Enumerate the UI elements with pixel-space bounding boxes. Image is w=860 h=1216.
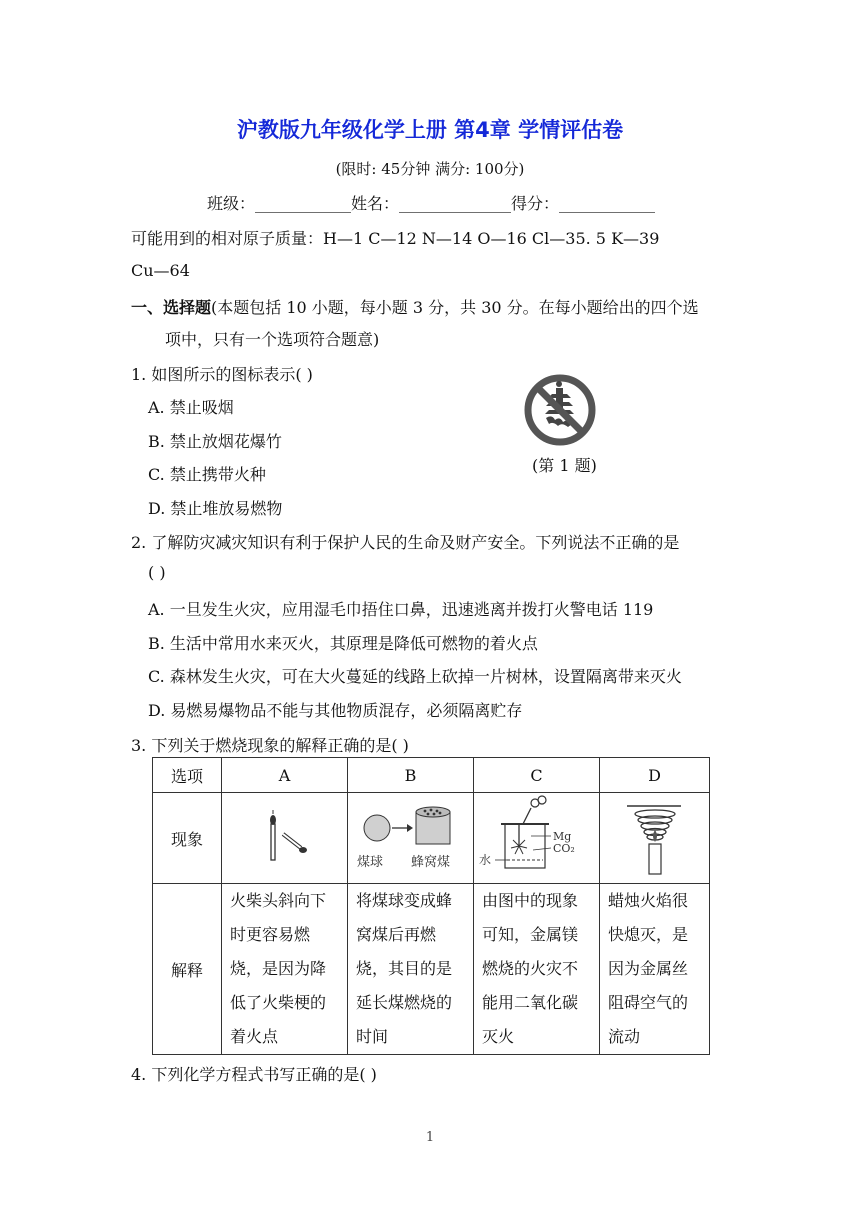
q3-image-d (600, 793, 710, 884)
q3-phenomenon-label: 现象 (153, 793, 222, 884)
section-1-heading: 一、选择题 (131, 298, 212, 317)
label-honeycomb-coal: 蜂窝煤 (410, 855, 450, 870)
q3-explanation-b: 将煤球变成蜂窝煤后再燃烧，其目的是延长煤燃烧的时间 (356, 891, 453, 1046)
matches-icon (225, 796, 345, 876)
q1-option-c: C. 禁止携带火种 (148, 465, 266, 484)
q3-header-c: C (474, 758, 600, 793)
q3-explanation-row (153, 884, 710, 1055)
q2-option-b: B. 生活中常用水来灭火，其原理是降低可燃物的着火点 (148, 634, 538, 653)
q2-stem-line-1: 2. 了解防灾减灾知识有利于保护人民的生命及财产安全。下列说法不正确的是 (131, 533, 680, 552)
q3-header-a: A (222, 758, 348, 793)
section-1-desc-1: (本题包括 10 小题，每小题 3 分，共 30 分。在每小题给出的四个选 (211, 298, 699, 317)
q1-figure-caption: (第 1 题) (532, 456, 597, 475)
q3-table-header-row (153, 758, 710, 793)
q3-header-option: 选项 (153, 758, 222, 793)
q2-option-d: D. 易燃易爆物品不能与其他物质混存，必须隔离贮存 (148, 701, 523, 720)
q2-option-a: A. 一旦发生火灾，应用湿毛巾捂住口鼻，迅速逃离并拨打火警电话 119 (148, 600, 654, 619)
q3-table (152, 757, 710, 1055)
magnesium-in-co2-icon (475, 794, 599, 878)
q3-explanation-label: 解释 (153, 884, 222, 1055)
page-title: 沪教版九年级化学上册 第4章 学情评估卷 (236, 118, 624, 142)
label-water: 水 (478, 853, 491, 867)
time-limit-info: (限时: 45分钟 满分: 100分) (335, 160, 525, 178)
candle-with-wire-coil-icon (601, 794, 709, 878)
label-mg: Mg (552, 830, 571, 843)
label-co2: CO₂ (552, 842, 575, 855)
q1-option-b: B. 禁止放烟花爆竹 (148, 432, 282, 451)
q3-stem: 3. 下列关于燃烧现象的解释正确的是( ) (131, 736, 409, 755)
section-1-header (131, 295, 699, 318)
q3-explanation-c: 由图中的现象可知，金属镁燃烧的火灾不能用二氧化碳灭火 (482, 891, 579, 1046)
q3-header-b: B (348, 758, 474, 793)
q4-stem: 4. 下列化学方程式书写正确的是( ) (131, 1065, 377, 1084)
q3-explanation-a: 火柴头斜向下时更容易燃烧，是因为降低了火柴梗的着火点 (230, 891, 327, 1046)
q3-explanation-cell-a (222, 884, 348, 1055)
q3-explanation-cell-b (348, 884, 474, 1055)
q3-explanation-cell-c (474, 884, 600, 1055)
atomic-masses-line-2: Cu—64 (131, 261, 190, 280)
q3-image-c (474, 793, 600, 884)
q1-option-d: D. 禁止堆放易燃物 (148, 499, 283, 518)
q3-phenomenon-row (153, 793, 710, 884)
atomic-masses-line-1: 可能用到的相对原子质量：H—1 C—12 N—14 O—16 Cl—35. 5 K—39 (131, 229, 660, 248)
label-coal-ball: 煤球 (356, 855, 383, 870)
q1-stem: 1. 如图所示的图标表示( ) (131, 365, 313, 384)
q2-option-c: C. 森林发生火灾，可在大火蔓延的线路上砍掉一片树林，设置隔离带来灭火 (148, 667, 682, 686)
student-info-line: 班级：____________姓名：______________得分：____________ (207, 194, 656, 213)
coal-ball-to-honeycomb-coal-icon (349, 796, 473, 876)
q3-image-a (222, 793, 348, 884)
q3-image-b (348, 793, 474, 884)
q3-header-d: D (600, 758, 710, 793)
q3-explanation-cell-d (600, 884, 710, 1055)
q3-explanation-d: 蜡烛火焰很快熄灭，是因为金属丝阻碍空气的流动 (608, 891, 689, 1046)
section-1-desc-2: 项中，只有一个选项符合题意) (165, 330, 380, 349)
page-number: 1 (425, 1130, 435, 1145)
q2-stem-line-2: ( ) (148, 563, 166, 582)
q1-option-a: A. 禁止吸烟 (148, 398, 234, 417)
no-fireworks-sign-icon (522, 372, 598, 448)
